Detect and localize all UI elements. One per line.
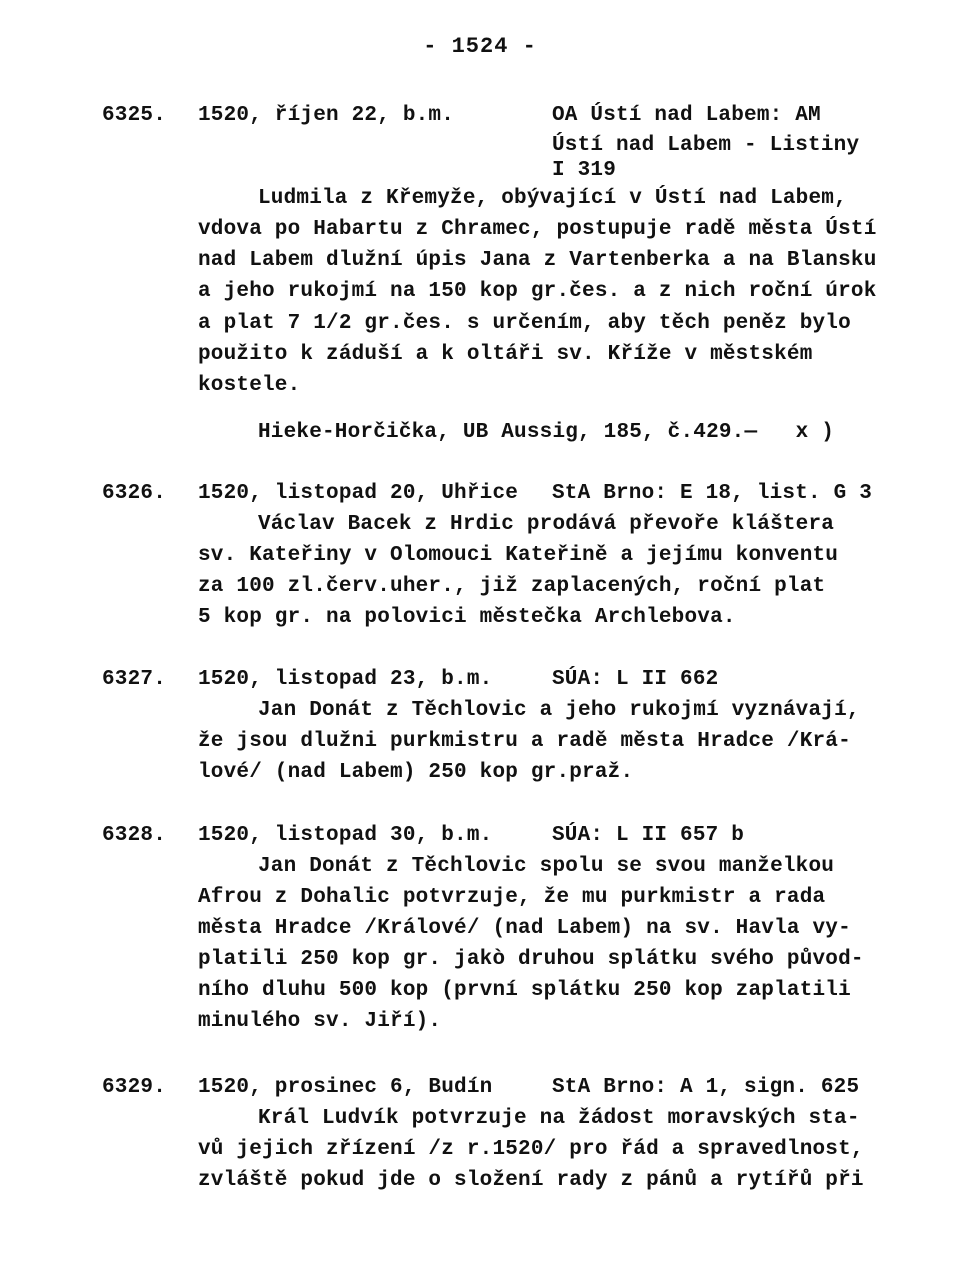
entry-number: 6329. [102,1076,167,1099]
entry-body-line: nad Labem dlužní úpis Jana z Vartenberka a na Blansku [198,249,877,272]
entry-body-line: platili 250 kop gr. jakò druhou splátku svého původ- [198,948,864,971]
entry-body-line: lové/ (nad Labem) 250 kop gr.praž. [198,761,634,784]
entry-date-place: 1520, listopad 23, b.m. [198,668,493,691]
entry-body-line: použito k záduší a k oltáři sv. Kříže v městském [198,343,813,366]
entry-archive: StA Brno: E 18, list. G 3 [552,482,873,505]
entry-body-line: Ludmila z Křemyže, obývající v Ústí nad Labem, [258,187,847,210]
entry-number: 6328. [102,824,167,847]
entry-body-line: a plat 7 1/2 gr.čes. s určením, aby těch peněz bylo [198,312,851,335]
entry-body-line: vů jejich zřízení /z r.1520/ pro řád a spravedlnost, [198,1138,864,1161]
entry-archive: SÚA: L II 662 [552,668,719,691]
entry-body-line: města Hradce /Králové/ (nad Labem) na sv. Havla vy- [198,917,851,940]
entry-body-line: sv. Kateřiny v Olomouci Kateřině a jejímu konventu [198,544,839,567]
entry-body-line: 5 kop gr. na polovici městečka Archlebova. [198,606,736,629]
entry-archive: StA Brno: A 1, sign. 625 [552,1076,860,1099]
entry-body-line: a jeho rukojmí na 150 kop gr.čes. a z nich roční úrok [198,280,877,303]
entry-number: 6326. [102,482,167,505]
entry-archive: I 319 [552,159,617,182]
entry-body-line: Král Ludvík potvrzuje na žádost moravských sta- [258,1107,860,1130]
page-number: - 1524 - [423,34,537,59]
entry-body-line: zvláště pokud jde o složení rady z pánů a rytířů při [198,1169,864,1192]
entry-archive: SÚA: L II 657 b [552,824,745,847]
entry-body-line: ního dluhu 500 kop (první splátku 250 kop zaplatili [198,979,851,1002]
entry-body-line: Jan Donát z Těchlovic spolu se svou manželkou [258,855,835,878]
entry-date-place: 1520, listopad 30, b.m. [198,824,493,847]
entry-body-line: kostele. [198,374,301,397]
entry-archive: OA Ústí nad Labem: AM [552,104,821,127]
entry-date-place: 1520, říjen 22, b.m. [198,104,455,127]
entry-body-line: minulého sv. Jiří). [198,1010,442,1033]
entry-body-line: Václav Bacek z Hrdic prodává převoře kláštera [258,513,835,536]
entry-date-place: 1520, prosinec 6, Budín [198,1076,493,1099]
entry-body-line: že jsou dlužni purkmistru a radě města Hradce /Krá- [198,730,851,753]
entry-reference: Hieke-Horčička, UB Aussig, 185, č.429.— x ) [258,421,835,444]
entry-body-line: Afrou z Dohalic potvrzuje, že mu purkmistr a rada [198,886,826,909]
entry-number: 6327. [102,668,167,691]
entry-date-place: 1520, listopad 20, Uhřice [198,482,519,505]
entry-body-line: Jan Donát z Těchlovic a jeho rukojmí vyznávají, [258,699,860,722]
entry-body-line: vdova po Habartu z Chramec, postupuje radě města Ústí [198,218,877,241]
entry-archive: Ústí nad Labem - Listiny [552,134,860,157]
entry-number: 6325. [102,104,167,127]
entry-body-line: za 100 zl.červ.uher., již zaplacených, roční plat [198,575,826,598]
